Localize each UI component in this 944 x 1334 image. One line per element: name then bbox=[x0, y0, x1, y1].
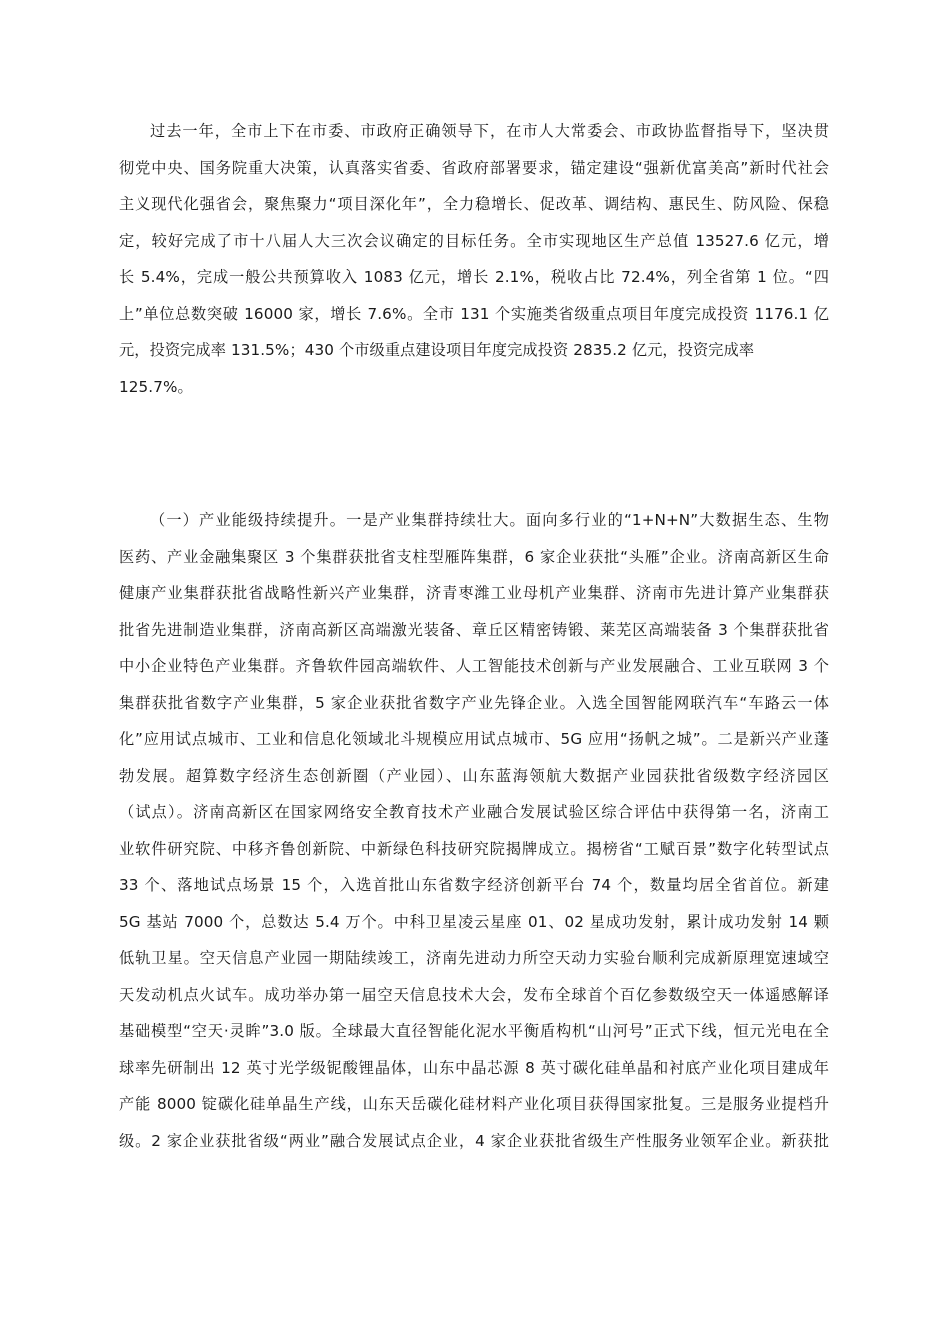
text-line: 过去一年，全市上下在市委、市政府正确领导下，在市人大常委会、市政协监督指导下，坚决贯 bbox=[150, 122, 829, 140]
text-line: 医药、产业金融集聚区 3 个集群获批省支柱型雁阵集群，6 家企业获批“头雁”企业。济南高新区生命 bbox=[119, 547, 829, 566]
section-heading-line: （一）产业能级持续提升。一是产业集群持续壮大。面向多行业的“1+N+N”大数据生态、生物 bbox=[150, 511, 829, 529]
text-line: 天发动机点火试车。成功举办第一届空天信息技术大会，发布全球首个百亿参数级空天一体遥感解译 bbox=[119, 985, 829, 1004]
text-line: 中小企业特色产业集群。齐鲁软件园高端软件、人工智能技术创新与产业发展融合、工业互联网 3 个 bbox=[119, 657, 829, 675]
paragraph-annual-summary bbox=[119, 113, 829, 405]
text-line: 勃发展。超算数字经济生态创新圈（产业园）、山东蓝海领航大数据产业园获批省级数字经济园区 bbox=[119, 766, 829, 785]
text-line: 长 5.4%，完成一般公共预算收入 1083 亿元，增长 2.1%，税收占比 72.4%，列全省第 1 位。“四 bbox=[119, 268, 829, 286]
text-line: 产能 8000 锭碳化硅单晶生产线，山东天岳碳化硅材料产业化项目获得国家批复。三是服务业提档升 bbox=[119, 1095, 829, 1113]
text-line: 基础模型“空天·灵眸”3.0 版。全球最大直径智能化泥水平衡盾构机“山河号”正式下线，恒元光电在全 bbox=[119, 1022, 829, 1040]
text-line: 球率先研制出 12 英寸光学级铌酸锂晶体，山东中晶芯源 8 英寸碳化硅单晶和衬底产业化项目建成年 bbox=[119, 1058, 829, 1077]
paragraph-industry-upgrade bbox=[119, 502, 829, 1159]
text-line: 级。2 家企业获批省级“两业”融合发展试点企业，4 家企业获批省级生产性服务业领军企业。新获批 bbox=[119, 1131, 829, 1150]
text-line: 主义现代化强省会，聚焦聚力“项目深化年”，全力稳增长、促改革、调结构、惠民生、防风险、保稳 bbox=[119, 195, 829, 213]
text-line: （试点）。济南高新区在国家网络安全教育技术产业融合发展试验区综合评估中获得第一名，济南工 bbox=[119, 803, 829, 821]
text-line: 定，较好完成了市十八届人大三次会议确定的目标任务。全市实现地区生产总值 13527.6 亿元，增 bbox=[119, 231, 829, 250]
text-line: 上”单位总数突破 16000 家，增长 7.6%。全市 131 个实施类省级重点项目年度完成投资 1176.1 亿 bbox=[119, 304, 829, 323]
text-line: 33 个、落地试点场景 15 个，入选首批山东省数字经济创新平台 74 个，数量均居全省首位。新建 bbox=[119, 876, 829, 894]
text-line: 集群获批省数字产业集群，5 家企业获批省数字产业先锋企业。入选全国智能网联汽车“车路云一体 bbox=[119, 693, 829, 712]
text-line: 彻党中央、国务院重大决策，认真落实省委、省政府部署要求，锚定建设“强新优富美高”新时代社会 bbox=[119, 158, 829, 177]
text-line: 业软件研究院、中移齐鲁创新院、中新绿色科技研究院揭牌成立。揭榜省“工赋百景”数字化转型试点 bbox=[119, 839, 829, 858]
text-line: 化”应用试点城市、工业和信息化领域北斗规模应用试点城市、5G 应用“扬帆之城”。二是新兴产业蓬 bbox=[119, 730, 829, 748]
text-line: 健康产业集群获批省战略性新兴产业集群，济青枣潍工业母机产业集群、济南市先进计算产业集群获 bbox=[119, 584, 829, 602]
text-line: 元，投资完成率 131.5%；430 个市级重点建设项目年度完成投资 2835.2 亿元，投资完成率 bbox=[119, 341, 755, 359]
text-line: 批省先进制造业集群，济南高新区高端激光装备、章丘区精密铸锻、莱芜区高端装备 3 个集群获批省 bbox=[119, 620, 829, 639]
text-line: 5G 基站 7000 个，总数达 5.4 万个。中科卫星凌云星座 01、02 星成功发射，累计成功发射 14 颗 bbox=[119, 912, 829, 931]
text-line: 125.7%。 bbox=[119, 377, 193, 396]
text-line: 低轨卫星。空天信息产业园一期陆续竣工，济南先进动力所空天动力实验台顺利完成新原理宽速域空 bbox=[119, 949, 829, 967]
